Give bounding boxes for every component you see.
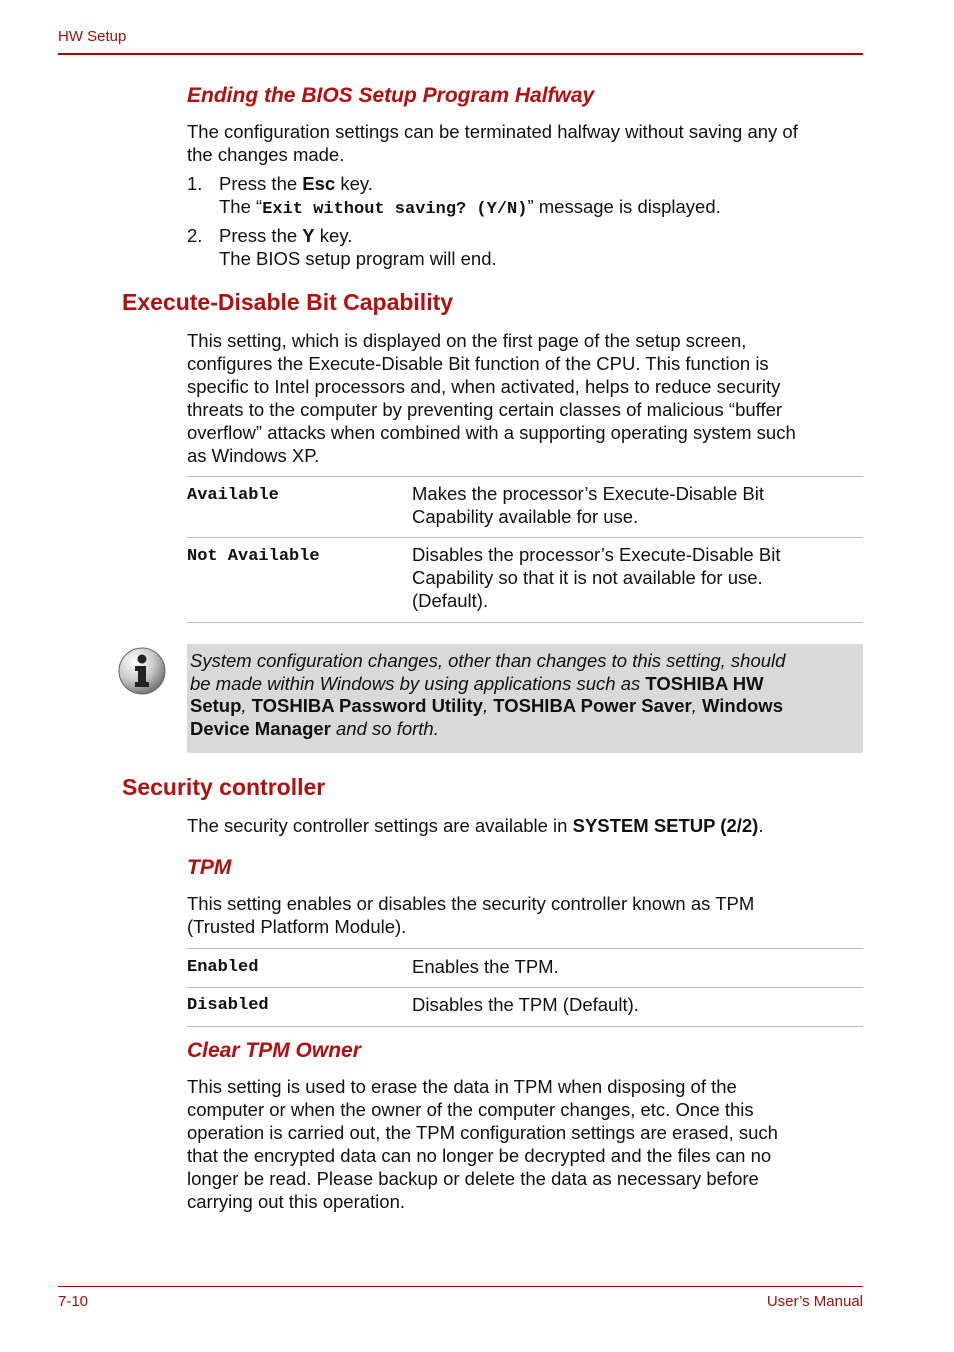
ending-intro [187, 120, 863, 166]
app-name: TOSHIBA Power Saver [493, 695, 692, 716]
body-line: computer or when the owner of the computer changes, etc. Once this [187, 1099, 754, 1120]
option-key: Enabled [187, 958, 259, 977]
body-line: (Trusted Platform Module). [187, 916, 407, 937]
step-1 [187, 172, 863, 221]
option-description: Disables the TPM (Default). [412, 994, 639, 1015]
table-row [187, 537, 863, 622]
section-title-execute-disable: Execute-Disable Bit Capability [122, 289, 454, 315]
ending-intro-line: the changes made. [187, 144, 345, 165]
body-line: carrying out this operation. [187, 1191, 406, 1212]
note-text [190, 650, 858, 740]
option-key: Disabled [187, 996, 269, 1015]
note-box [187, 644, 863, 753]
body-line: configures the Execute-Disable Bit function of the CPU. This function is [187, 353, 769, 374]
note-line: and so forth. [330, 717, 439, 739]
key-name: Y [302, 225, 315, 246]
body-line: longer be read. Please backup or delete the data as necessary before [187, 1168, 759, 1189]
description-line: Makes the processor’s Execute-Disable Bit [412, 483, 764, 504]
body-line: that the encrypted data can no longer be decrypted and the files can no [187, 1145, 772, 1166]
section-title-security-controller: Security controller [122, 774, 326, 800]
tpm-body [187, 892, 863, 938]
body-line: This setting enables or disables the security controller known as TPM [187, 893, 755, 914]
intro-text: The security controller settings are available in [187, 815, 573, 836]
body-line: This setting is used to erase the data in TPM when disposing of the [187, 1076, 737, 1097]
body-line: This setting, which is displayed on the first page of the setup screen, [187, 330, 747, 351]
footer-rule [58, 1286, 863, 1287]
clear-tpm-body [187, 1075, 863, 1213]
subsection-title-clear-tpm-owner: Clear TPM Owner [187, 1039, 361, 1062]
step-number: 1. [187, 173, 203, 194]
header-rule [58, 53, 863, 55]
app-name: TOSHIBA Password Utility [251, 695, 483, 716]
body-line: overflow” attacks when combined with a supporting operating system such [187, 422, 796, 443]
running-header: HW Setup [58, 28, 127, 45]
table-bottom-rule [187, 1026, 863, 1027]
description-line: Disables the processor’s Execute-Disable Bit [412, 544, 781, 565]
step-text: key. [335, 173, 373, 194]
ending-intro-line: The configuration settings can be terminated halfway without saving any of [187, 121, 798, 142]
setup-page-name: SYSTEM SETUP (2/2) [572, 815, 759, 836]
execute-disable-body [187, 329, 863, 467]
app-name: Windows [701, 695, 783, 716]
description-line: (Default). [412, 590, 489, 611]
option-key: Not Available [187, 547, 320, 566]
security-intro [187, 814, 863, 837]
step-text: ” message is displayed. [527, 196, 721, 217]
tpm-table [187, 948, 863, 1027]
step-text: Press the [219, 173, 303, 194]
option-key: Available [187, 486, 279, 505]
separator: , [241, 695, 252, 716]
table-row [187, 987, 863, 1026]
subsection-title-ending: Ending the BIOS Setup Program Halfway [187, 84, 595, 107]
note-line: be made within Windows by using applications such as [190, 672, 646, 694]
execute-disable-table [187, 476, 863, 623]
body-line: as Windows XP. [187, 445, 320, 466]
option-description [412, 543, 862, 612]
step-number: 2. [187, 225, 203, 246]
subsection-title-tpm: TPM [187, 856, 232, 879]
step-2 [187, 224, 863, 270]
intro-text: . [758, 815, 764, 836]
separator: , [482, 695, 494, 716]
body-line: specific to Intel processors and, when activated, helps to reduce security [187, 376, 781, 397]
app-name: TOSHIBA HW [645, 672, 764, 694]
description-line: Capability available for use. [412, 506, 639, 527]
body-line: threats to the computer by preventing certain classes of malicious “buffer [187, 399, 783, 420]
body-line: operation is carried out, the TPM configuration settings are erased, such [187, 1122, 778, 1143]
info-icon [117, 646, 167, 696]
option-description [412, 482, 862, 528]
step-text: The BIOS setup program will end. [219, 248, 497, 269]
step-text: key. [314, 225, 353, 246]
separator: , [691, 695, 702, 716]
page-number: 7-10 [58, 1293, 89, 1310]
app-name: Device Manager [190, 717, 331, 739]
table-row [187, 948, 863, 987]
table-bottom-rule [187, 622, 863, 623]
manual-title: User’s Manual [766, 1293, 863, 1310]
step-text: Press the [219, 225, 303, 246]
message-text: Exit without saving? (Y/N) [262, 200, 528, 219]
key-name: Esc [302, 173, 336, 194]
description-line: Capability so that it is not available for use. [412, 567, 763, 588]
note-line: System configuration changes, other than changes to this setting, should [190, 650, 786, 671]
app-name: Setup [190, 695, 242, 716]
table-row [187, 476, 863, 537]
step-text: The “ [219, 196, 263, 217]
option-description: Enables the TPM. [412, 956, 559, 977]
